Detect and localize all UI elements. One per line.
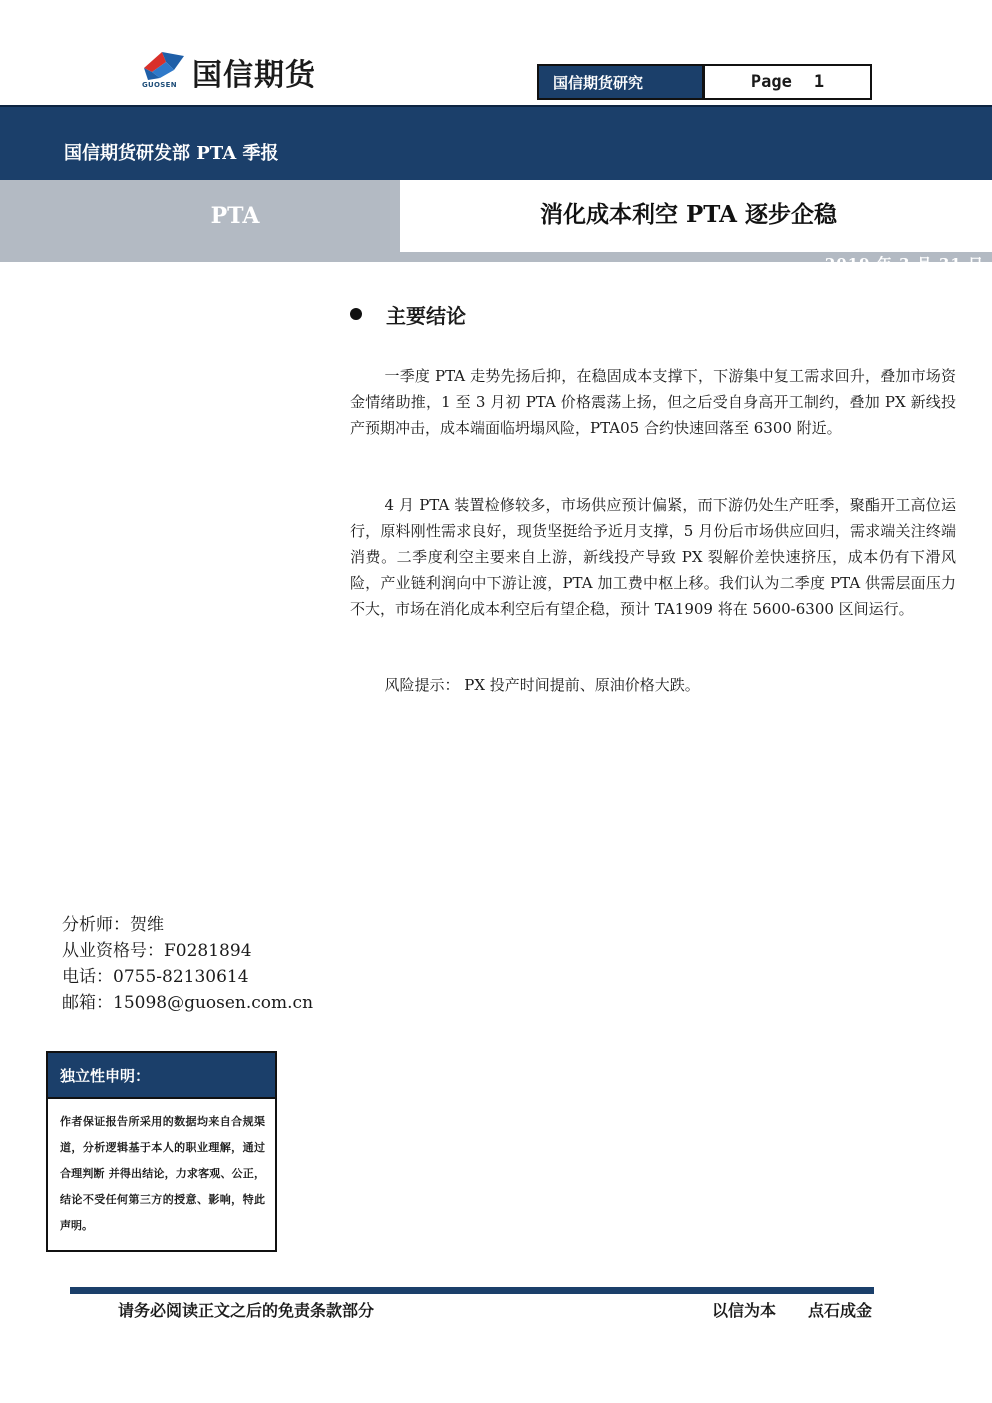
- analyst-info: [62, 912, 313, 1016]
- report-headline: 消化成本利空 PTA 逐步企稳: [540, 201, 838, 228]
- page-word: Page: [750, 72, 792, 92]
- research-tag: [537, 64, 872, 100]
- section-label: PTA: [210, 203, 260, 229]
- bullet-icon: [350, 308, 362, 320]
- page-indicator: [705, 66, 870, 98]
- risk-warning: 风险提示： PX 投产时间提前、原油价格大跌。: [384, 676, 700, 694]
- page-number: 1: [813, 72, 825, 92]
- section-title: 主要结论: [386, 304, 466, 328]
- conclusion-paragraph-2: 4 月 PTA 装置检修较多，市场供应预计偏紧，而下游仍处生产旺季，聚酯开工高位运行，原料刚性需求良好，现货坚挺给予近月支撑，5 月份后市场供应回归，需求端关注终端消费。二季度利空主要来自上游，新线投产导致 PX 裂解价差快速挤压，成本仍有下滑风险，产业链利润向中下游让渡，PTA 加工费中枢上移。我们认为二季度 PTA 供需层面压力不大，市场在消化成本利空后有望企稳，预计 TA1909 将在 5600-6300 区间运行。: [350, 496, 956, 618]
- footer-motto-2: 点石成金: [807, 1301, 872, 1320]
- footer-rule: [70, 1287, 874, 1294]
- brand-name-en: GUOSEN: [142, 81, 177, 89]
- analyst-name: 分析师：贺维: [62, 915, 164, 935]
- report-date: 2019 年 3 月 31 日: [824, 255, 984, 273]
- footer-motto: [712, 1298, 872, 1321]
- footer-motto-1: 以信为本: [711, 1301, 776, 1320]
- brand-name-cn: 国信期货: [192, 58, 316, 93]
- analyst-phone: 电话：0755-82130614: [62, 967, 249, 987]
- analyst-license: 从业资格号：F0281894: [62, 941, 252, 961]
- research-tag-label: 国信期货研究: [539, 66, 705, 98]
- footer-disclaimer-note: 请务必阅读正文之后的免责条款部分: [118, 1301, 375, 1320]
- report-series-title: 国信期货研发部 PTA 季报: [64, 143, 279, 164]
- brand-logo: [140, 48, 380, 94]
- conclusion-paragraph-1: 一季度 PTA 走势先扬后抑，在稳固成本支撑下，下游集中复工需求回升，叠加市场资金情绪助推，1 至 3 月初 PTA 价格震荡上扬，但之后受自身高开工制约，叠加 PX 新线投产预期冲击，成本端面临坍塌风险，PTA05 合约快速回落至 6300 附近。: [350, 367, 956, 437]
- declaration-body: 作者保证报告所采用的数据均来自合规渠道，分析逻辑基于本人的职业理解，通过合理判断 并得出结论，力求客观、公正，结论不受任何第三方的授意、影响，特此声明。: [60, 1115, 265, 1232]
- independence-declaration: [46, 1051, 277, 1252]
- declaration-title: 独立性申明：: [48, 1053, 275, 1099]
- analyst-email[interactable]: 邮箱：15098@guosen.com.cn: [62, 993, 314, 1013]
